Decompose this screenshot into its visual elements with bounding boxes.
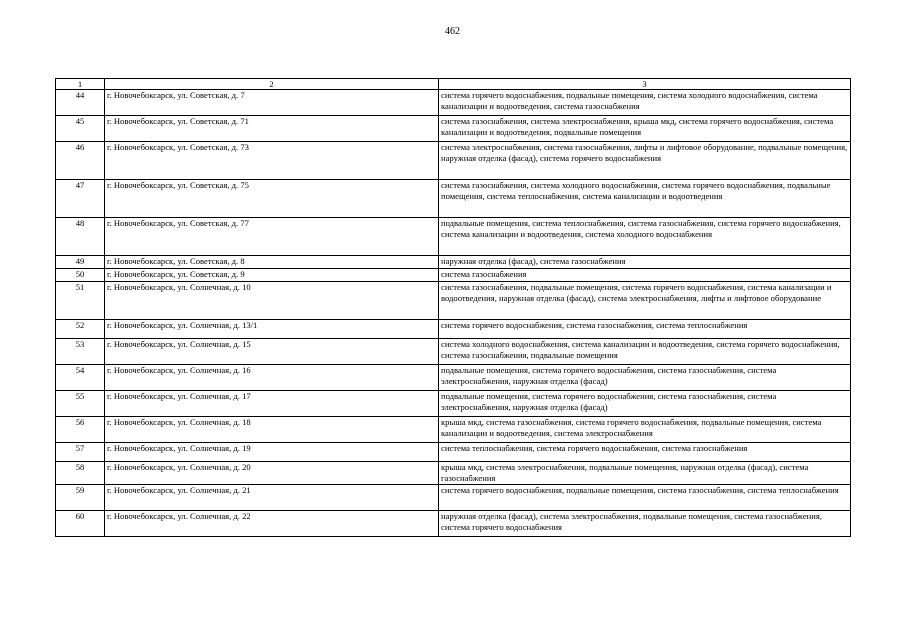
row-number-cell: 47 xyxy=(56,180,105,218)
address-cell: г. Новочебоксарск, ул. Советская, д. 71 xyxy=(105,116,439,142)
table-row xyxy=(56,90,851,116)
page-number: 462 xyxy=(445,26,460,37)
table-row xyxy=(56,417,851,443)
address-cell: г. Новочебоксарск, ул. Солнечная, д. 18 xyxy=(105,417,439,443)
column-header-systems: 3 xyxy=(439,79,851,90)
systems-cell: крыша мкд, система газоснабжения, система горячего водоснабжения, подвальные помещения, система канализации и водоотведения, система электроснабжения xyxy=(439,417,851,443)
systems-cell: система газоснабжения, система холодного водоснабжения, система горячего водоснабжения, подвальные помещения, система теплоснабжения, система канализации и водоотведения xyxy=(439,180,851,218)
systems-cell: система теплоснабжения, система горячего водоснабжения, система газоснабжения xyxy=(439,443,851,462)
table-row xyxy=(56,339,851,365)
systems-cell: система горячего водоснабжения, система газоснабжения, система теплоснабжения xyxy=(439,320,851,339)
systems-cell: система холодного водоснабжения, система канализации и водоотведения, система горячего водоснабжения, система газоснабжения, подвальные помещения xyxy=(439,339,851,365)
address-cell: г. Новочебоксарск, ул. Солнечная, д. 16 xyxy=(105,365,439,391)
row-number-cell: 49 xyxy=(56,256,105,269)
table-row xyxy=(56,116,851,142)
row-number-cell: 51 xyxy=(56,282,105,320)
address-cell: г. Новочебоксарск, ул. Советская, д. 73 xyxy=(105,142,439,180)
systems-cell: система газоснабжения, система электроснабжения, крыша мкд, система горячего водоснабжения, система канализации и водоотведения, подвальные помещения xyxy=(439,116,851,142)
table-row xyxy=(56,269,851,282)
table-row xyxy=(56,180,851,218)
row-number-cell: 48 xyxy=(56,218,105,256)
row-number-cell: 56 xyxy=(56,417,105,443)
systems-cell: наружная отделка (фасад), система газоснабжения xyxy=(439,256,851,269)
address-cell: г. Новочебоксарск, ул. Советская, д. 8 xyxy=(105,256,439,269)
systems-cell: система газоснабжения, подвальные помещения, система горячего водоснабжения, система канализации и водоотведения, наружная отделка (фасад), система электроснабжения, лифты и лифтовое оборудование xyxy=(439,282,851,320)
row-number-cell: 52 xyxy=(56,320,105,339)
table-row xyxy=(56,218,851,256)
address-cell: г. Новочебоксарск, ул. Солнечная, д. 10 xyxy=(105,282,439,320)
table-row xyxy=(56,256,851,269)
address-cell: г. Новочебоксарск, ул. Солнечная, д. 22 xyxy=(105,511,439,537)
table-row xyxy=(56,365,851,391)
address-cell: г. Новочебоксарск, ул. Солнечная, д. 20 xyxy=(105,462,439,485)
systems-cell: система горячего водоснабжения, подвальные помещения, система холодного водоснабжения, система канализации и водоотведения, система газоснабжения xyxy=(439,90,851,116)
systems-cell: наружная отделка (фасад), система электроснабжения, подвальные помещения, система газоснабжения, система горячего водоснабжения xyxy=(439,511,851,537)
table-row xyxy=(56,320,851,339)
row-number-cell: 60 xyxy=(56,511,105,537)
table-header-row xyxy=(56,79,851,90)
address-cell: г. Новочебоксарск, ул. Солнечная, д. 17 xyxy=(105,391,439,417)
systems-cell: система электроснабжения, система газоснабжения, лифты и лифтовое оборудование, подвальные помещения, наружная отделка (фасад), система горячего водоснабжения xyxy=(439,142,851,180)
row-number-cell: 55 xyxy=(56,391,105,417)
address-cell: г. Новочебоксарск, ул. Советская, д. 75 xyxy=(105,180,439,218)
row-number-cell: 44 xyxy=(56,90,105,116)
table-row xyxy=(56,462,851,485)
row-number-cell: 46 xyxy=(56,142,105,180)
registry-table xyxy=(55,78,851,537)
table-row xyxy=(56,485,851,511)
table-row xyxy=(56,511,851,537)
table-row xyxy=(56,142,851,180)
row-number-cell: 54 xyxy=(56,365,105,391)
address-cell: г. Новочебоксарск, ул. Советская, д. 7 xyxy=(105,90,439,116)
systems-cell: система горячего водоснабжения, подвальные помещения, система газоснабжения, система теплоснабжения xyxy=(439,485,851,511)
systems-cell: подвальные помещения, система горячего водоснабжения, система газоснабжения, система электроснабжения, наружная отделка (фасад) xyxy=(439,365,851,391)
column-header-number: 1 xyxy=(56,79,105,90)
systems-cell: система газоснабжения xyxy=(439,269,851,282)
row-number-cell: 57 xyxy=(56,443,105,462)
row-number-cell: 45 xyxy=(56,116,105,142)
table-body xyxy=(56,90,851,537)
row-number-cell: 53 xyxy=(56,339,105,365)
systems-cell: подвальные помещения, система теплоснабжения, система газоснабжения, система горячего водоснабжения, система канализации и водоотведения, система холодного водоснабжения xyxy=(439,218,851,256)
row-number-cell: 50 xyxy=(56,269,105,282)
address-cell: г. Новочебоксарск, ул. Солнечная, д. 21 xyxy=(105,485,439,511)
address-cell: г. Новочебоксарск, ул. Солнечная, д. 19 xyxy=(105,443,439,462)
table-row xyxy=(56,391,851,417)
table-row xyxy=(56,282,851,320)
address-cell: г. Новочебоксарск, ул. Солнечная, д. 13/1 xyxy=(105,320,439,339)
table-row xyxy=(56,443,851,462)
row-number-cell: 58 xyxy=(56,462,105,485)
systems-cell: крыша мкд, система электроснабжения, подвальные помещения, наружная отделка (фасад), система газоснабжения xyxy=(439,462,851,485)
column-header-address: 2 xyxy=(105,79,439,90)
address-cell: г. Новочебоксарск, ул. Советская, д. 77 xyxy=(105,218,439,256)
systems-cell: подвальные помещения, система горячего водоснабжения, система газоснабжения, система электроснабжения, наружная отделка (фасад) xyxy=(439,391,851,417)
row-number-cell: 59 xyxy=(56,485,105,511)
address-cell: г. Новочебоксарск, ул. Солнечная, д. 15 xyxy=(105,339,439,365)
address-cell: г. Новочебоксарск, ул. Советская, д. 9 xyxy=(105,269,439,282)
